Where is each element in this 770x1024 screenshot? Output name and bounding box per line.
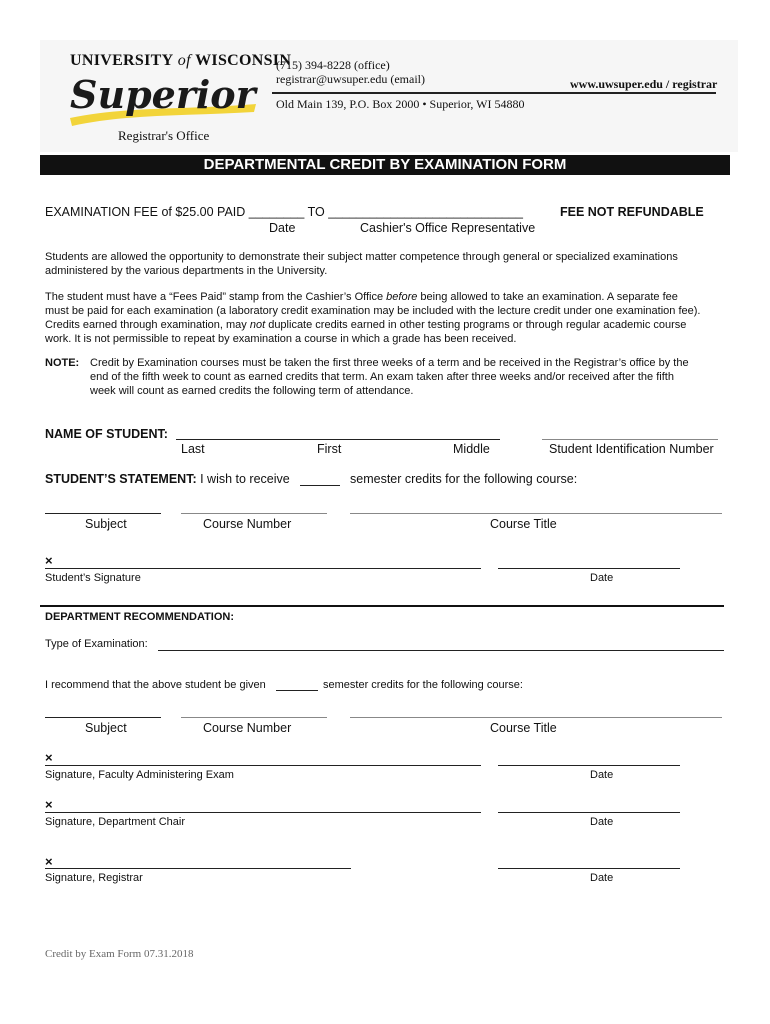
registrar-signature-label: Signature, Registrar [45, 872, 143, 884]
address-text: Old Main 139, P.O. Box 2000 • Superior, WI 54880 [276, 97, 525, 111]
student-statement: STUDENT’S STATEMENT: I wish to receive [45, 472, 290, 486]
univ-of: of [173, 52, 196, 69]
form-title: DEPARTMENTAL CREDIT BY EXAMINATION FORM [40, 155, 730, 175]
email-text: registrar@uwsuper.edu (email) [276, 72, 425, 86]
note-line1: Credit by Examination courses must be taken the first three weeks of a term and be received in the Registrar’s office by the [90, 357, 689, 369]
form-version-footer: Credit by Exam Form 07.31.2018 [45, 948, 194, 960]
x-mark-icon: × [45, 797, 53, 812]
note-label: NOTE: [45, 357, 80, 369]
dept-course-number-label: Course Number [203, 721, 292, 735]
exam-type-field[interactable] [158, 650, 724, 651]
subject-label: Subject [85, 517, 127, 531]
note-line3: week will count as earned credits the following term of attendance. [90, 385, 414, 397]
x-mark-icon: × [45, 854, 53, 869]
fee-date-label: Date [269, 221, 296, 235]
student-date-label: Date [590, 572, 614, 584]
univ-prefix: UNIVERSITY [70, 52, 174, 69]
student-credits-field[interactable] [300, 485, 340, 486]
para2-line1: The student must have a “Fees Paid” stamp from the Cashier’s Office before being allowed to take an examination. A separate fee [45, 291, 678, 303]
dept-credits-field[interactable] [276, 690, 318, 691]
student-course-title-field[interactable] [350, 513, 722, 514]
student-id-label: Student Identification Number [549, 442, 714, 456]
first-label: First [317, 442, 342, 456]
statement-after: semester credits for the following course: [350, 472, 578, 486]
course-number-label: Course Number [203, 517, 292, 531]
student-course-number-field[interactable] [181, 513, 327, 514]
dept-subject-field[interactable] [45, 717, 161, 718]
student-signature-field[interactable] [45, 568, 481, 569]
department-heading: DEPARTMENT RECOMMENDATION: [45, 611, 235, 623]
registrar-date-label: Date [590, 872, 614, 884]
course-title-label: Course Title [490, 517, 557, 531]
dept-subject-label: Subject [85, 721, 127, 735]
student-signature-label: Student’s Signature [45, 572, 141, 584]
university-name [70, 52, 291, 70]
last-label: Last [181, 442, 205, 456]
student-id-field[interactable] [542, 439, 718, 440]
dept-course-number-field[interactable] [181, 717, 327, 718]
faculty-signature-label: Signature, Faculty Administering Exam [45, 769, 234, 781]
faculty-date-field[interactable] [498, 765, 680, 766]
student-date-field[interactable] [498, 568, 680, 569]
registrar-signature-field[interactable] [45, 868, 351, 869]
para1-line2: administered by the various departments in the University. [45, 265, 328, 277]
exam-type-label: Type of Examination: [45, 638, 148, 650]
header-rule [272, 92, 716, 94]
website-text: www.uwsuper.edu / registrar [570, 77, 718, 91]
recommend-text: I recommend that the above student be given [45, 679, 266, 691]
faculty-date-label: Date [590, 769, 614, 781]
student-subject-field[interactable] [45, 513, 161, 514]
chair-date-field[interactable] [498, 812, 680, 813]
cashier-label: Cashier's Office Representative [360, 221, 536, 235]
middle-label: Middle [453, 442, 490, 456]
para1-line1: Students are allowed the opportunity to demonstrate their subject matter competence through general or specialized examinations [45, 251, 678, 263]
chair-signature-label: Signature, Department Chair [45, 816, 186, 828]
x-mark-icon: × [45, 750, 53, 765]
x-mark-icon: × [45, 553, 53, 568]
para2-line3: Credits earned through examination, may not duplicate credits earned in other testing programs or through regular academic course [45, 319, 687, 331]
chair-signature-field[interactable] [45, 812, 481, 813]
registrar-office-label: Registrar's Office [118, 128, 210, 143]
phone-text: (715) 394-8228 (office) [276, 58, 390, 72]
name-of-student-label: NAME OF STUDENT: [45, 427, 168, 441]
fee-not-refundable: FEE NOT REFUNDABLE [560, 205, 704, 219]
dept-course-title-label: Course Title [490, 721, 557, 735]
fee-line: EXAMINATION FEE of $25.00 PAID ________ TO ____________________________ [45, 205, 523, 219]
student-name-field[interactable] [176, 439, 500, 440]
para2-line4: work. It is not permissible to repeat by examination a course in which a grade has been received. [45, 333, 517, 345]
recommend-after: semester credits for the following course: [323, 679, 523, 691]
faculty-signature-field[interactable] [45, 765, 481, 766]
section-separator [40, 605, 724, 607]
superior-logo [66, 70, 266, 130]
chair-date-label: Date [590, 816, 614, 828]
registrar-date-field[interactable] [498, 868, 680, 869]
note-line2: end of the fifth week to count as earned credits that term. An exam taken after three weeks and/or received after the fifth [90, 371, 674, 383]
para2-line2: must be paid for each examination (a laboratory credit examination may be included with the lecture credit under one examination fee). [45, 305, 701, 317]
univ-suffix: WISCONSIN [195, 52, 292, 69]
dept-course-title-field[interactable] [350, 717, 722, 718]
logo-word: Superior [70, 72, 256, 117]
